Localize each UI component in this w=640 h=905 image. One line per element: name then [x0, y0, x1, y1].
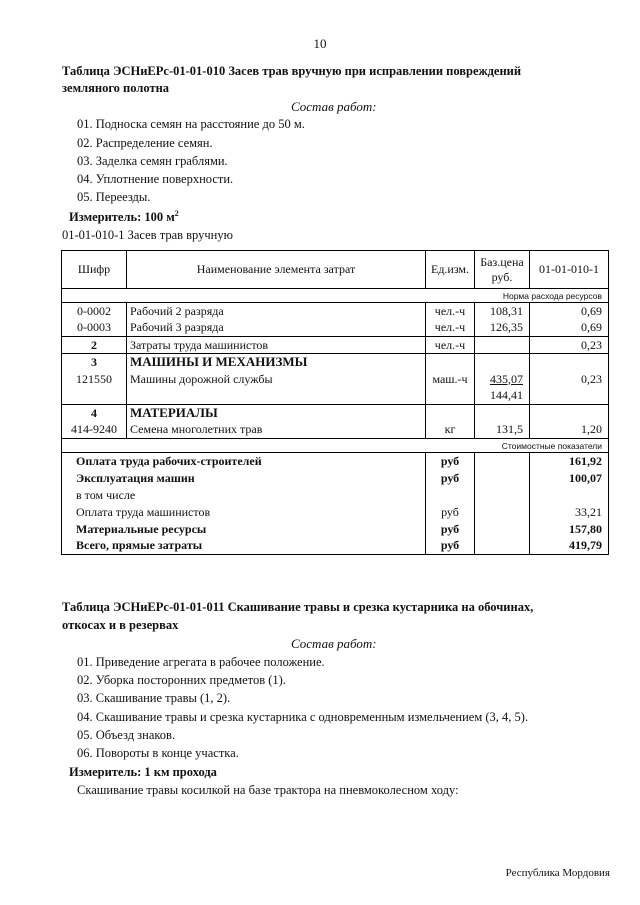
cell-empty — [426, 388, 475, 405]
cell-unit: кг — [426, 422, 475, 439]
cell-code: 2 — [62, 337, 127, 354]
cell-name: Машины дорожной службы — [127, 371, 426, 388]
cell-empty — [530, 405, 609, 422]
col-header-name: Наименование элемента затрат — [127, 251, 426, 289]
cell-section-name: МАТЕРИАЛЫ — [127, 405, 426, 422]
stoim-label: Стоимостные показатели — [62, 439, 609, 453]
summary-unit: руб — [426, 504, 475, 521]
norma-subheader-row — [62, 289, 609, 303]
cell-empty — [475, 538, 530, 555]
summary-row — [62, 521, 609, 538]
table1-step: 01. Подноска семян на расстояние до 50 м. — [77, 117, 305, 131]
table-row — [62, 337, 609, 354]
summary-value: 161,92 — [530, 453, 609, 470]
summary-row — [62, 487, 609, 504]
table1-step: 03. Заделка семян граблями. — [77, 154, 228, 168]
table-header-row — [62, 251, 609, 289]
cell-code: 3 — [62, 354, 127, 371]
cell-price: 435,07 — [475, 371, 530, 388]
cell-value: 1,20 — [530, 422, 609, 439]
cell-value: 0,69 — [530, 320, 609, 337]
izmeritel-label: Измеритель: 100 м — [69, 210, 175, 225]
cell-name: Семена многолетних трав — [127, 422, 426, 439]
summary-value — [530, 487, 609, 504]
table-row-continuation — [62, 388, 609, 405]
table1-step: 02. Распределение семян. — [77, 136, 213, 150]
table1-title-line1: Таблица ЭСНиЕРс-01-01-010 Засев трав вручную при исправлении повреждений — [62, 64, 522, 78]
table2-step: 02. Уборка посторонних предметов (1). — [77, 673, 286, 687]
table1-title-line2: земляного полотна — [62, 81, 170, 95]
table2-sostav-heading: Состав работ: — [291, 636, 377, 651]
cell-empty — [475, 487, 530, 504]
table2-step: 01. Приведение агрегата в рабочее положение. — [77, 655, 325, 669]
cost-table — [61, 250, 609, 555]
cell-value: 0,69 — [530, 303, 609, 320]
price-header-line1: Баз.цена — [480, 254, 524, 269]
page-number: 10 — [313, 36, 327, 51]
cell-empty — [475, 354, 530, 371]
table2-title-line1: Таблица ЭСНиЕРс-01-01-011 Скашивание травы и срезка кустарника на обочинах, — [62, 600, 534, 614]
cell-unit: маш.-ч — [426, 371, 475, 388]
cell-name: Рабочий 2 разряда — [127, 303, 426, 320]
table1-step: 04. Уплотнение поверхности. — [77, 172, 234, 186]
col-header-shifr: Шифр — [62, 251, 127, 289]
summary-name: Оплата труда машинистов — [62, 504, 426, 521]
col-header-unit: Ед.изм. — [426, 251, 475, 289]
cell-code: 4 — [62, 405, 127, 422]
table-row — [62, 320, 609, 337]
table2-step: 03. Скашивание травы (1, 2). — [77, 691, 231, 705]
section-row-materials — [62, 405, 609, 422]
table2-step: 06. Повороты в конце участка. — [77, 746, 239, 760]
table1-subsection: 01-01-010-1 Засев трав вручную — [62, 228, 233, 242]
cell-empty — [530, 388, 609, 405]
cell-empty — [426, 405, 475, 422]
cell-empty — [475, 504, 530, 521]
cell-code: 121550 — [62, 371, 127, 388]
col-header-code: 01-01-010-1 — [530, 251, 609, 289]
izmeritel-superscript: 2 — [174, 209, 179, 218]
cell-code: 0-0002 — [62, 303, 127, 320]
summary-value: 419,79 — [530, 538, 609, 555]
col-header-price — [475, 251, 530, 289]
stoim-subheader-row — [62, 439, 609, 453]
summary-name: Всего, прямые затраты — [62, 538, 426, 555]
price-header-line2: руб. — [491, 269, 513, 284]
summary-row-total — [62, 538, 609, 555]
table-row — [62, 303, 609, 320]
table2-note: Скашивание травы косилкой на базе трактора на пневмоколесном ходу: — [77, 783, 459, 797]
cell-code: 414-9240 — [62, 422, 127, 439]
table-row — [62, 371, 609, 388]
cell-value: 0,23 — [530, 371, 609, 388]
cell-empty — [426, 354, 475, 371]
table2-step: 05. Объезд знаков. — [77, 728, 176, 742]
summary-unit: руб — [426, 470, 475, 487]
cell-empty — [475, 470, 530, 487]
cell-empty — [530, 354, 609, 371]
cell-value: 0,23 — [530, 337, 609, 354]
cell-name: Затраты труда машинистов — [127, 337, 426, 354]
table2-step: 04. Скашивание травы и срезка кустарника с одновременным измельчением (3, 4, 5). — [77, 710, 529, 724]
norma-label: Норма расхода ресурсов — [62, 289, 609, 303]
cell-section-name: МАШИНЫ И МЕХАНИЗМЫ — [127, 354, 426, 371]
summary-name: Материальные ресурсы — [62, 521, 426, 538]
summary-value: 157,80 — [530, 521, 609, 538]
cell-empty — [62, 388, 127, 405]
footer-region: Республика Мордовия — [505, 867, 610, 879]
table-row — [62, 422, 609, 439]
cell-unit: чел.-ч — [426, 320, 475, 337]
summary-unit: руб — [426, 521, 475, 538]
table2-izmeritel: Измеритель: 1 км прохода — [69, 765, 217, 779]
summary-unit: руб — [426, 453, 475, 470]
cell-price: 108,31 — [475, 303, 530, 320]
cell-empty — [127, 388, 426, 405]
cell-price: 126,35 — [475, 320, 530, 337]
summary-name: Эксплуатация машин — [62, 470, 426, 487]
summary-unit: руб — [426, 538, 475, 555]
summary-row — [62, 453, 609, 470]
cell-code: 0-0003 — [62, 320, 127, 337]
summary-name: Оплата труда рабочих-строителей — [62, 453, 426, 470]
summary-unit — [426, 487, 475, 504]
cell-empty — [475, 453, 530, 470]
summary-value: 33,21 — [530, 504, 609, 521]
summary-row — [62, 504, 609, 521]
cell-unit: чел.-ч — [426, 303, 475, 320]
summary-value: 100,07 — [530, 470, 609, 487]
summary-name: в том числе — [62, 487, 426, 504]
table2-title-line2: откосах и в резервах — [62, 618, 179, 632]
cell-name: Рабочий 3 разряда — [127, 320, 426, 337]
table1-step: 05. Переезды. — [77, 190, 151, 204]
cell-empty — [475, 405, 530, 422]
cell-price-secondary: 144,41 — [475, 388, 530, 405]
table1-sostav-heading: Состав работ: — [291, 99, 377, 114]
cell-empty — [475, 521, 530, 538]
section-row-machines — [62, 354, 609, 371]
cell-unit: чел.-ч — [426, 337, 475, 354]
table1-izmeritel — [69, 209, 179, 225]
summary-row — [62, 470, 609, 487]
cell-price — [475, 337, 530, 354]
cell-price: 131,5 — [475, 422, 530, 439]
